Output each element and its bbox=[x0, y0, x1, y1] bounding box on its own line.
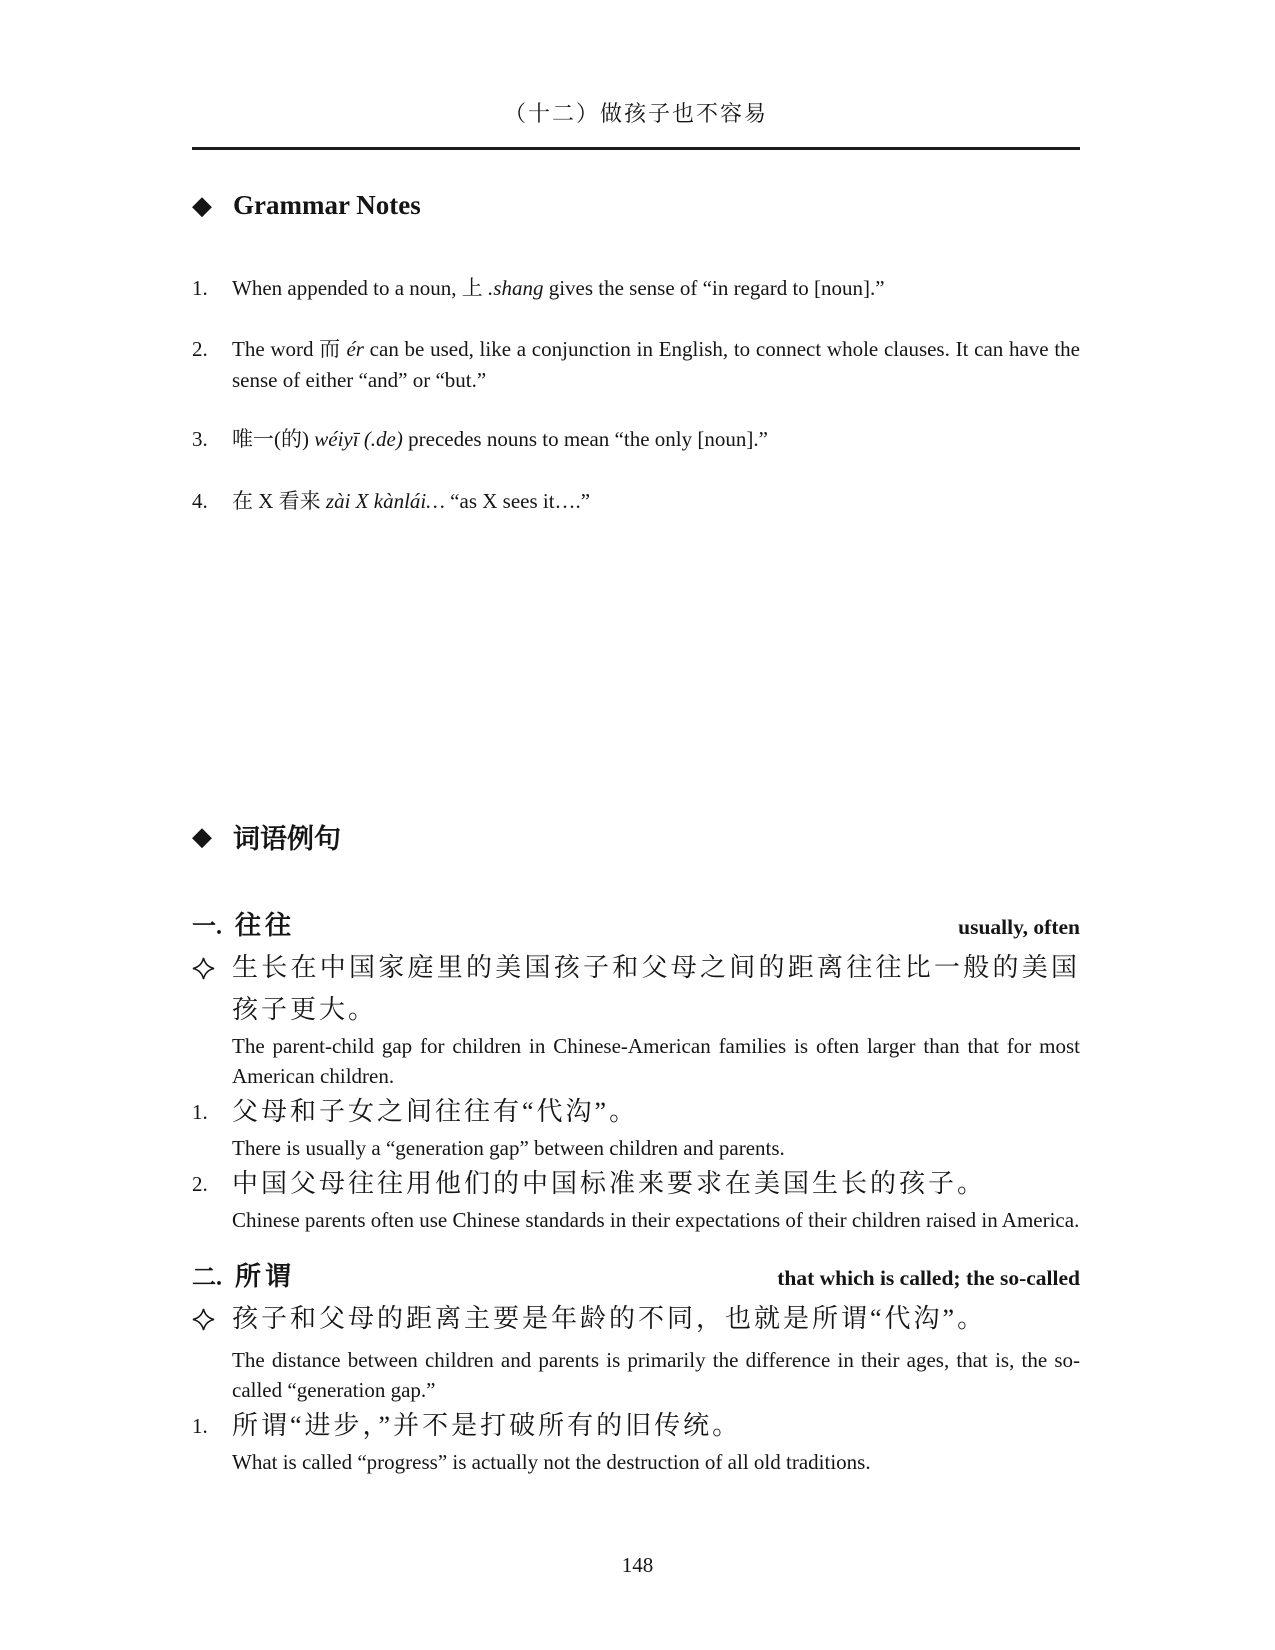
usage-chinese: 生长在中国家庭里的美国孩子和父母之间的距离往往比一般的美国孩子更大。 bbox=[232, 953, 1080, 1024]
word-examples-title: 词语例句 bbox=[233, 824, 341, 854]
item-number: 2. bbox=[192, 337, 208, 361]
sentence-chinese: 中国父母往往用他们的中国标准来要求在美国生长的孩子。 bbox=[232, 1169, 987, 1198]
sentence-chinese: 所谓“进步，”并不是打破所有的旧传统。 bbox=[232, 1411, 742, 1440]
four-pointed-star-icon bbox=[192, 947, 232, 1031]
sentence-number: 1. bbox=[192, 1414, 208, 1438]
text-segment: 唯一(的) bbox=[232, 427, 315, 451]
sentence-row bbox=[192, 1163, 1080, 1205]
four-pointed-star-icon bbox=[192, 1298, 232, 1345]
text-segment: can be used, like a conjunction in English, to connect whole clauses. It can have the sense of either “and” or “but.” bbox=[232, 337, 1081, 392]
sentence-number: 1. bbox=[192, 1100, 208, 1124]
sentence-row bbox=[192, 1091, 1080, 1133]
entry-number: 一. bbox=[192, 914, 222, 940]
entry-number: 二. bbox=[192, 1265, 222, 1291]
grammar-note-text bbox=[232, 424, 1080, 455]
entry-gloss: that which is called; the so-called bbox=[777, 1266, 1080, 1290]
grammar-notes-heading bbox=[192, 190, 1080, 221]
text-segment: “as X sees it….” bbox=[444, 489, 591, 513]
usage-example-row bbox=[192, 947, 1080, 1031]
text-segment: precedes nouns to mean “the only [noun].” bbox=[402, 427, 768, 451]
page-number: 148 bbox=[621, 1553, 654, 1577]
grammar-note-text bbox=[232, 273, 1080, 304]
sentence-row bbox=[192, 1405, 1080, 1447]
item-number: 1. bbox=[192, 276, 208, 300]
grammar-note-text bbox=[232, 486, 1080, 517]
pinyin-segment: .shang bbox=[488, 276, 544, 300]
sentence-number: 2. bbox=[192, 1172, 208, 1196]
entry-heading bbox=[192, 1256, 1080, 1293]
black-diamond-icon: ◆ bbox=[192, 190, 212, 221]
text-segment: When appended to a noun, 上 bbox=[232, 276, 489, 300]
usage-english: The parent-child gap for children in Chinese-American families is often larger than that for most American children. bbox=[232, 1034, 1080, 1088]
header-rule bbox=[192, 147, 1080, 150]
chapter-title: （十二）做孩子也不容易 bbox=[503, 101, 768, 126]
sentence-english: There is usually a “generation gap” between children and parents. bbox=[232, 1136, 785, 1160]
usage-chinese: 孩子和父母的距离主要是年龄的不同，也就是所谓“代沟”。 bbox=[232, 1304, 987, 1333]
entry-word: 往往 bbox=[235, 911, 296, 940]
text-segment: The word 而 bbox=[232, 337, 347, 361]
text-segment: gives the sense of “in regard to [noun].” bbox=[543, 276, 885, 300]
grammar-note-item bbox=[192, 273, 1080, 304]
grammar-notes-title: Grammar Notes bbox=[233, 190, 421, 220]
grammar-note-item bbox=[192, 424, 1080, 455]
usage-example-row bbox=[192, 1298, 1080, 1345]
usage-english: The distance between children and parents is primarily the difference in their ages, that is, the so-called “generation gap.” bbox=[232, 1348, 1080, 1402]
pinyin-segment: wéiyī (.de) bbox=[314, 427, 403, 451]
word-examples-heading bbox=[192, 817, 1080, 856]
sentence-chinese: 父母和子女之间往往有“代沟”。 bbox=[232, 1097, 639, 1126]
sentence-english: Chinese parents often use Chinese standards in their expectations of their children raised in America. bbox=[232, 1208, 1080, 1232]
grammar-note-item bbox=[192, 486, 1080, 517]
pinyin-segment: ér bbox=[346, 337, 364, 361]
pinyin-segment: zài X kànlái… bbox=[325, 489, 445, 513]
entry-heading bbox=[192, 905, 1080, 942]
text-segment: 在 X 看来 bbox=[232, 489, 326, 513]
grammar-note-item bbox=[192, 334, 1080, 396]
black-diamond-icon: ◆ bbox=[192, 821, 212, 852]
grammar-note-text bbox=[232, 334, 1080, 396]
item-number: 4. bbox=[192, 489, 208, 513]
item-number: 3. bbox=[192, 427, 208, 451]
entry-gloss: usually, often bbox=[958, 915, 1080, 939]
entry-word: 所谓 bbox=[235, 1262, 296, 1291]
sentence-english: What is called “progress” is actually not the destruction of all old traditions. bbox=[232, 1450, 871, 1474]
